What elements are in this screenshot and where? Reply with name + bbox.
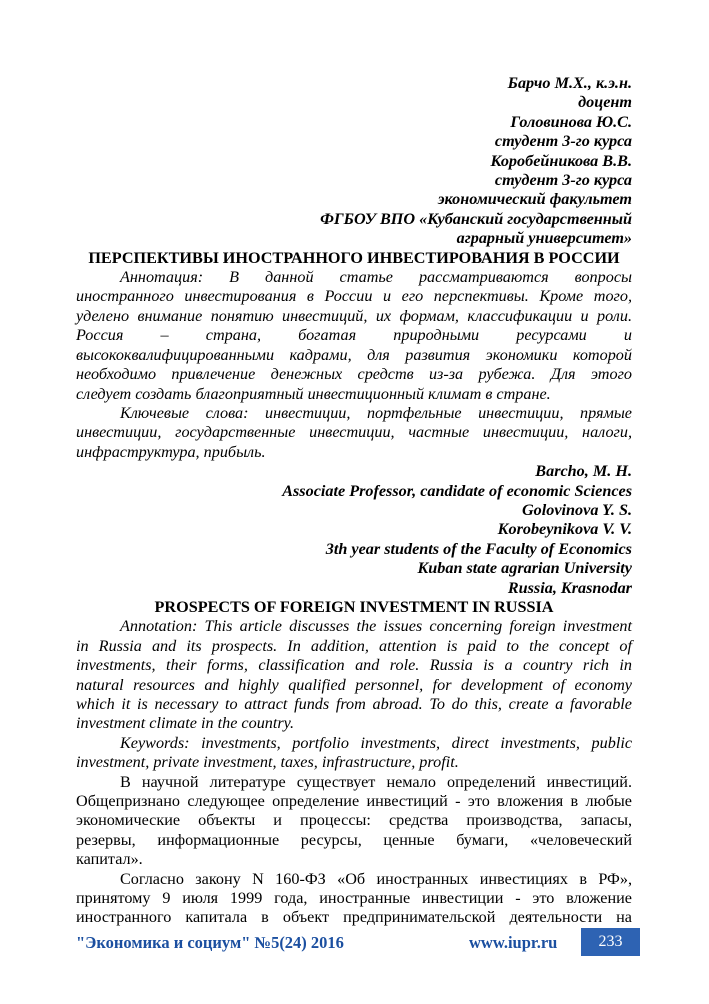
keywords-en xyxy=(76,734,632,773)
author-line: Golovinova Y. S. xyxy=(521,500,632,519)
author-line: студент 3-го курса xyxy=(494,132,632,151)
abstract-line: Россия – страна, богатая природными ресурсами и xyxy=(76,326,632,345)
author-line: Коробейникова В.В. xyxy=(490,151,632,170)
body-line: В научной литературе существует немало определений инвестиций. xyxy=(120,772,632,791)
author-line: студент 3-го курса xyxy=(494,171,632,190)
author-line: Головинова Ю.С. xyxy=(510,112,632,131)
author-line: Associate Professor, candidate of economic Sciences xyxy=(282,481,632,500)
keywords-line: investment, private investment, taxes, infrastructure, profit. xyxy=(76,753,459,772)
abstract-line: Annotation: This article discusses the issues concerning foreign investment xyxy=(120,617,632,636)
keywords-line: инвестиции, государственные инвестиции, частные инвестиции, налоги, xyxy=(76,423,632,442)
keywords-line: инфраструктура, прибыль. xyxy=(76,442,266,461)
abstract-line: следует создать благоприятный инвестиционный климат в стране. xyxy=(76,384,551,403)
author-line: Barcho, M. H. xyxy=(535,462,632,481)
abstract-line: in Russia and its prospects. In addition, attention is paid to the concept of xyxy=(76,636,632,655)
keywords-ru xyxy=(76,404,632,462)
journal-website: www.iupr.ru xyxy=(469,933,558,952)
article-page xyxy=(76,74,632,928)
abstract-line: необходимо привлечение денежных средств из-за рубежа. Для этого xyxy=(76,365,632,384)
keywords-line: Ключевые слова: инвестиции, портфельные инвестиции, прямые xyxy=(120,403,632,422)
abstract-line: уделено внимание понятию инвестиций, их формам, классификации и роли. xyxy=(76,306,632,325)
author-line: экономический факультет xyxy=(437,190,632,209)
body-paragraph-2 xyxy=(76,870,632,928)
abstract-line: иностранного инвестирования в России и его перспективы. Кроме того, xyxy=(76,287,632,306)
authors-ru-block xyxy=(76,74,632,249)
author-line: Kuban state agrarian University xyxy=(417,559,632,578)
abstract-line: высококвалифицированными кадрами, для развития экономики которой xyxy=(76,345,632,364)
title-en: PROSPECTS OF FOREIGN INVESTMENT IN RUSSIA xyxy=(154,597,554,616)
author-line: Russia, Krasnodar xyxy=(507,578,632,597)
authors-en-block xyxy=(76,462,632,598)
abstract-line: natural resources and highly qualified personnel, for development of economy xyxy=(76,675,632,694)
abstract-line: investment climate in the country. xyxy=(76,714,295,733)
journal-name: "Экономика и социум" №5(24) 2016 xyxy=(76,933,344,952)
body-line: иностранного капитала в объект предпринимательской деятельности на xyxy=(76,908,632,927)
page-number: 233 xyxy=(581,928,640,956)
body-line: Согласно закону N 160-ФЗ «Об иностранных инвестициях в РФ», xyxy=(120,869,632,888)
author-line: Барчо М.Х., к.э.н. xyxy=(507,74,632,92)
abstract-line: Аннотация: В данной статье рассматриваются вопросы xyxy=(120,268,632,287)
author-line: аграрный университет» xyxy=(456,229,632,248)
title-ru: ПЕРСПЕКТИВЫ ИНОСТРАННОГО ИНВЕСТИРОВАНИЯ В РОССИИ xyxy=(88,248,620,267)
author-line: доцент xyxy=(578,93,632,112)
page-footer xyxy=(76,928,640,956)
abstract-line: which it is necessary to attract funds from abroad. To do this, create a favorable xyxy=(76,695,632,713)
body-line: резервы, информационные ресурсы, ценные бумаги, «человеческий xyxy=(76,830,632,849)
author-line: Korobeynikova V. V. xyxy=(497,520,632,539)
abstract-line: investments, their forms, classification and role. Russia is a country rich in xyxy=(76,656,632,675)
keywords-line: Keywords: investments, portfolio investments, direct investments, public xyxy=(120,733,632,752)
body-line: капитал». xyxy=(76,850,143,869)
body-line: Общепризнано следующее определение инвестиций - это вложения в любые xyxy=(76,792,632,811)
body-line: экономические объекты и процессы: средства производства, запасы, xyxy=(76,811,632,830)
body-paragraph-1 xyxy=(76,773,632,870)
author-line: 3th year students of the Faculty of Economics xyxy=(325,539,632,558)
author-line: ФГБОУ ВПО «Кубанский государственный xyxy=(320,209,632,228)
body-line: принятому 9 июля 1999 года, иностранные инвестиции - это вложение xyxy=(76,889,632,908)
abstract-ru xyxy=(76,268,632,404)
abstract-en xyxy=(76,617,632,733)
